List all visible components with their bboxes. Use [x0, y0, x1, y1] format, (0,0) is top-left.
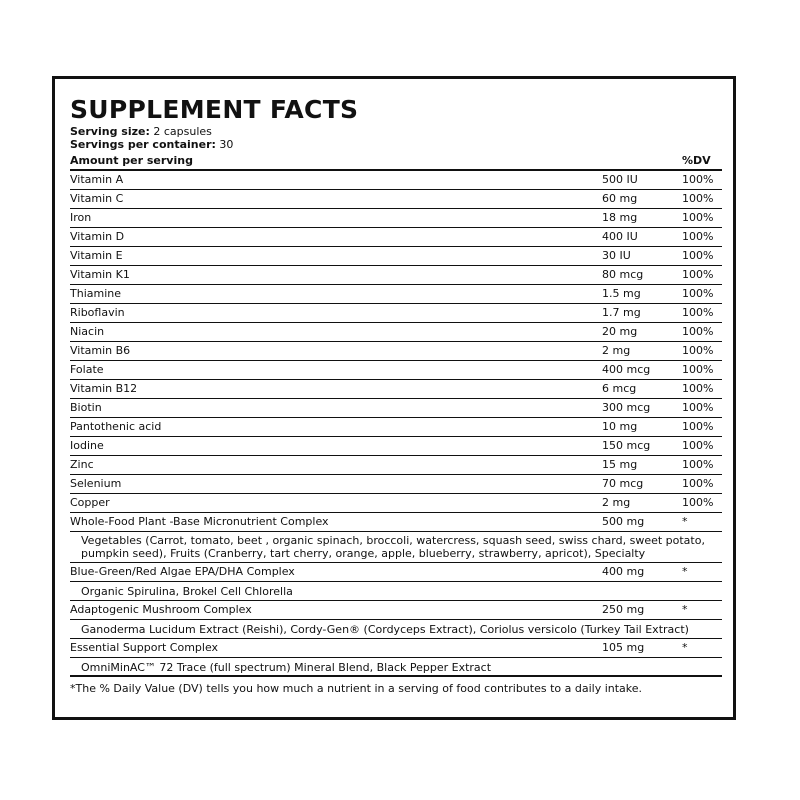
nutrient-dv: 100%: [682, 420, 714, 433]
nutrient-dv: 100%: [682, 325, 714, 338]
nutrient-amount: 15 mg: [602, 458, 638, 471]
servings-value: 30: [219, 138, 234, 151]
blend-amount: 500 mg: [602, 515, 645, 528]
nutrient-amount: 20 mg: [602, 325, 638, 338]
nutrient-dv: 100%: [682, 230, 714, 243]
table-row: [70, 190, 722, 209]
nutrient-name: Vitamin C: [70, 192, 124, 205]
nutrient-name: Vitamin E: [70, 249, 123, 262]
blend-dv: *: [682, 603, 688, 616]
nutrient-amount: 300 mcg: [602, 401, 651, 414]
table-header: [70, 152, 722, 171]
nutrient-amount: 80 mcg: [602, 268, 644, 281]
nutrient-dv: 100%: [682, 401, 714, 414]
nutrient-name: Iodine: [70, 439, 104, 452]
blend-row: [70, 639, 722, 658]
blend-name: Adaptogenic Mushroom Complex: [70, 603, 252, 616]
nutrient-dv: 100%: [682, 344, 714, 357]
nutrient-amount: 150 mcg: [602, 439, 651, 452]
nutrient-dv: 100%: [682, 382, 714, 395]
nutrient-dv: 100%: [682, 211, 714, 224]
nutrient-amount: 500 IU: [602, 173, 638, 186]
panel-content: [70, 95, 722, 696]
nutrient-amount: 1.5 mg: [602, 287, 641, 300]
table-row: [70, 285, 722, 304]
panel-title: SUPPLEMENT FACTS: [70, 95, 359, 124]
blend-row: [70, 513, 722, 532]
nutrient-amount: 10 mg: [602, 420, 638, 433]
nutrient-amount: 2 mg: [602, 496, 631, 509]
nutrient-name: Copper: [70, 496, 110, 509]
blend-row: [70, 563, 722, 582]
table-row: [70, 399, 722, 418]
nutrient-dv: 100%: [682, 268, 714, 281]
blend-ingredients: Ganoderma Lucidum Extract (Reishi), Cordy-Gen® (Cordyceps Extract), Coriolus versicolo (Turkey Tail Extract): [70, 620, 722, 639]
table-row: [70, 247, 722, 266]
amount-per-serving-header: Amount per serving: [70, 154, 193, 167]
blend-ingredients: OmniMinAC™ 72 Trace (full spectrum) Mineral Blend, Black Pepper Extract: [70, 658, 722, 677]
servings-per-container: [70, 138, 722, 151]
nutrient-name: Biotin: [70, 401, 102, 414]
nutrient-name: Folate: [70, 363, 104, 376]
serving-size-label: Serving size:: [70, 125, 150, 138]
nutrient-amount: 18 mg: [602, 211, 638, 224]
nutrient-name: Thiamine: [70, 287, 121, 300]
nutrient-amount: 70 mcg: [602, 477, 644, 490]
nutrient-amount: 30 IU: [602, 249, 631, 262]
table-row: [70, 437, 722, 456]
nutrient-dv: 100%: [682, 249, 714, 262]
nutrient-name: Selenium: [70, 477, 122, 490]
nutrient-dv: 100%: [682, 496, 714, 509]
nutrient-dv: 100%: [682, 439, 714, 452]
nutrient-dv: 100%: [682, 477, 714, 490]
table-row: [70, 456, 722, 475]
nutrient-amount: 400 mcg: [602, 363, 651, 376]
blend-amount: 400 mg: [602, 565, 645, 578]
blend-name: Essential Support Complex: [70, 641, 219, 654]
nutrient-name: Vitamin K1: [70, 268, 130, 281]
supplement-facts-panel: [52, 76, 736, 720]
table-row: [70, 266, 722, 285]
blend-row: [70, 601, 722, 620]
serving-size-value: 2 capsules: [153, 125, 212, 138]
nutrient-amount: 2 mg: [602, 344, 631, 357]
serving-size: [70, 125, 722, 138]
nutrient-name: Riboflavin: [70, 306, 125, 319]
nutrient-dv: 100%: [682, 363, 714, 376]
dv-footnote: *The % Daily Value (DV) tells you how much a nutrient in a serving of food contributes to a daily intake.: [70, 682, 643, 695]
table-row: [70, 380, 722, 399]
table-row: [70, 494, 722, 513]
blend-dv: *: [682, 515, 688, 528]
nutrient-name: Vitamin D: [70, 230, 125, 243]
nutrient-table: [70, 171, 722, 677]
table-row: [70, 209, 722, 228]
table-row: [70, 323, 722, 342]
nutrient-amount: 60 mg: [602, 192, 638, 205]
nutrient-amount: 1.7 mg: [602, 306, 641, 319]
table-row: [70, 361, 722, 380]
blend-dv: *: [682, 641, 688, 654]
table-row: [70, 475, 722, 494]
nutrient-name: Niacin: [70, 325, 105, 338]
table-row: [70, 342, 722, 361]
blend-ingredients: Organic Spirulina, Brokel Cell Chlorella: [70, 582, 722, 601]
blend-amount: 250 mg: [602, 603, 645, 616]
nutrient-name: Zinc: [70, 458, 94, 471]
nutrient-name: Vitamin B12: [70, 382, 138, 395]
nutrient-dv: 100%: [682, 192, 714, 205]
nutrient-name: Iron: [70, 211, 92, 224]
blend-dv: *: [682, 565, 688, 578]
nutrient-amount: 400 IU: [602, 230, 638, 243]
nutrient-name: Vitamin B6: [70, 344, 131, 357]
nutrient-name: Vitamin A: [70, 173, 124, 186]
servings-label: Servings per container:: [70, 138, 216, 151]
blend-amount: 105 mg: [602, 641, 645, 654]
table-row: [70, 228, 722, 247]
blend-ingredients: Vegetables (Carrot, tomato, beet , organic spinach, broccoli, watercress, squash seed, swiss chard, sweet potato, pumpkin seed), Fruits (Cranberry, tart cherry, orange, apple, blueberry, strawberry, apricot), Specialty: [70, 532, 722, 563]
nutrient-dv: 100%: [682, 173, 714, 186]
blend-name: Whole-Food Plant -Base Micronutrient Complex: [70, 515, 329, 528]
table-row: [70, 171, 722, 190]
table-row: [70, 304, 722, 323]
nutrient-dv: 100%: [682, 458, 714, 471]
nutrient-dv: 100%: [682, 306, 714, 319]
table-row: [70, 418, 722, 437]
blend-name: Blue-Green/Red Algae EPA/DHA Complex: [70, 565, 295, 578]
nutrient-amount: 6 mcg: [602, 382, 637, 395]
nutrient-name: Pantothenic acid: [70, 420, 162, 433]
nutrient-dv: 100%: [682, 287, 714, 300]
dv-header: %DV: [682, 154, 711, 167]
